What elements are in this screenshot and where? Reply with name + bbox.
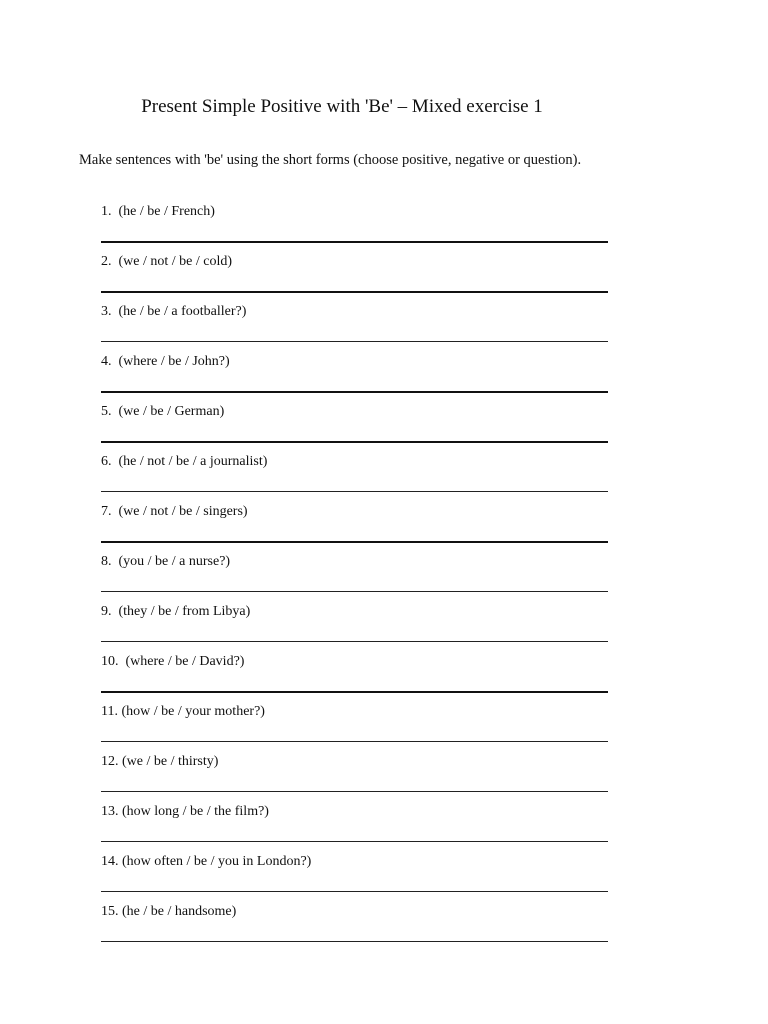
exercise-item: [101, 653, 608, 703]
exercise-prompt: [101, 603, 250, 621]
exercise-number: 11.: [101, 704, 118, 719]
answer-line[interactable]: [101, 891, 608, 892]
answer-line[interactable]: [101, 491, 608, 492]
answer-line[interactable]: [101, 691, 608, 693]
exercise-prompt: [101, 353, 230, 371]
exercise-prompt: [101, 303, 246, 321]
answer-line[interactable]: [101, 441, 608, 443]
exercise-item: [101, 753, 608, 803]
exercise-item: [101, 403, 608, 453]
exercise-prompt: [101, 753, 218, 771]
exercise-number: 2.: [101, 254, 112, 269]
answer-line[interactable]: [101, 541, 608, 543]
answer-line[interactable]: [101, 941, 608, 942]
exercise-prompt: [101, 803, 269, 821]
exercise-number: 12.: [101, 754, 119, 769]
exercise-prompt: [101, 453, 267, 471]
exercise-item: [101, 703, 608, 753]
exercise-prompt: [101, 403, 224, 421]
exercise-number: 9.: [101, 604, 112, 619]
exercise-prompt-text: (you / be / a nurse?): [118, 554, 231, 569]
exercise-number: 6.: [101, 454, 112, 469]
exercise-item: [101, 303, 608, 353]
exercise-prompt: [101, 253, 232, 271]
exercise-number: 14.: [101, 854, 119, 869]
exercise-list: [101, 203, 608, 953]
exercise-prompt: [101, 653, 244, 671]
exercise-item: [101, 603, 608, 653]
exercise-prompt-text: (he / not / be / a journalist): [118, 454, 268, 469]
exercise-prompt: [101, 203, 215, 221]
exercise-item: [101, 903, 608, 953]
exercise-number: 10.: [101, 654, 119, 669]
exercise-item: [101, 853, 608, 903]
page-title: Present Simple Positive with 'Be' – Mixed exercise 1: [141, 96, 543, 117]
exercise-number: 4.: [101, 354, 112, 369]
exercise-prompt-text: (they / be / from Libya): [118, 604, 251, 619]
answer-line[interactable]: [101, 791, 608, 792]
exercise-prompt-text: (how often / be / you in London?): [122, 854, 312, 869]
exercise-number: 7.: [101, 504, 112, 519]
exercise-prompt-text: (we / be / German): [118, 404, 225, 419]
exercise-prompt-text: (he / be / French): [118, 204, 215, 219]
answer-line[interactable]: [101, 341, 608, 342]
answer-line[interactable]: [101, 841, 608, 842]
exercise-prompt-text: (we / not / be / singers): [118, 504, 248, 519]
exercise-number: 13.: [101, 804, 119, 819]
exercise-prompt: [101, 553, 230, 571]
answer-line[interactable]: [101, 241, 608, 243]
instructions-text: Make sentences with 'be' using the short forms (choose positive, negative or question).: [79, 152, 582, 168]
exercise-prompt-text: (where / be / David?): [125, 654, 245, 669]
answer-line[interactable]: [101, 641, 608, 642]
exercise-item: [101, 503, 608, 553]
exercise-prompt: [101, 703, 265, 721]
exercise-item: [101, 803, 608, 853]
exercise-number: 15.: [101, 904, 119, 919]
exercise-prompt-text: (we / be / thirsty): [122, 754, 219, 769]
exercise-prompt-text: (we / not / be / cold): [118, 254, 233, 269]
answer-line[interactable]: [101, 741, 608, 742]
exercise-item: [101, 453, 608, 503]
exercise-number: 8.: [101, 554, 112, 569]
exercise-prompt: [101, 853, 311, 871]
exercise-item: [101, 203, 608, 253]
exercise-prompt-text: (how / be / your mother?): [121, 704, 265, 719]
exercise-prompt-text: (where / be / John?): [118, 354, 230, 369]
exercise-item: [101, 253, 608, 303]
exercise-prompt-text: (he / be / handsome): [122, 904, 237, 919]
exercise-number: 5.: [101, 404, 112, 419]
exercise-prompt-text: (how long / be / the film?): [122, 804, 269, 819]
exercise-number: 1.: [101, 204, 112, 219]
exercise-number: 3.: [101, 304, 112, 319]
answer-line[interactable]: [101, 591, 608, 592]
exercise-prompt: [101, 903, 236, 921]
exercise-item: [101, 553, 608, 603]
exercise-item: [101, 353, 608, 403]
exercise-prompt: [101, 503, 248, 521]
answer-line[interactable]: [101, 391, 608, 393]
exercise-prompt-text: (he / be / a footballer?): [118, 304, 247, 319]
answer-line[interactable]: [101, 291, 608, 293]
